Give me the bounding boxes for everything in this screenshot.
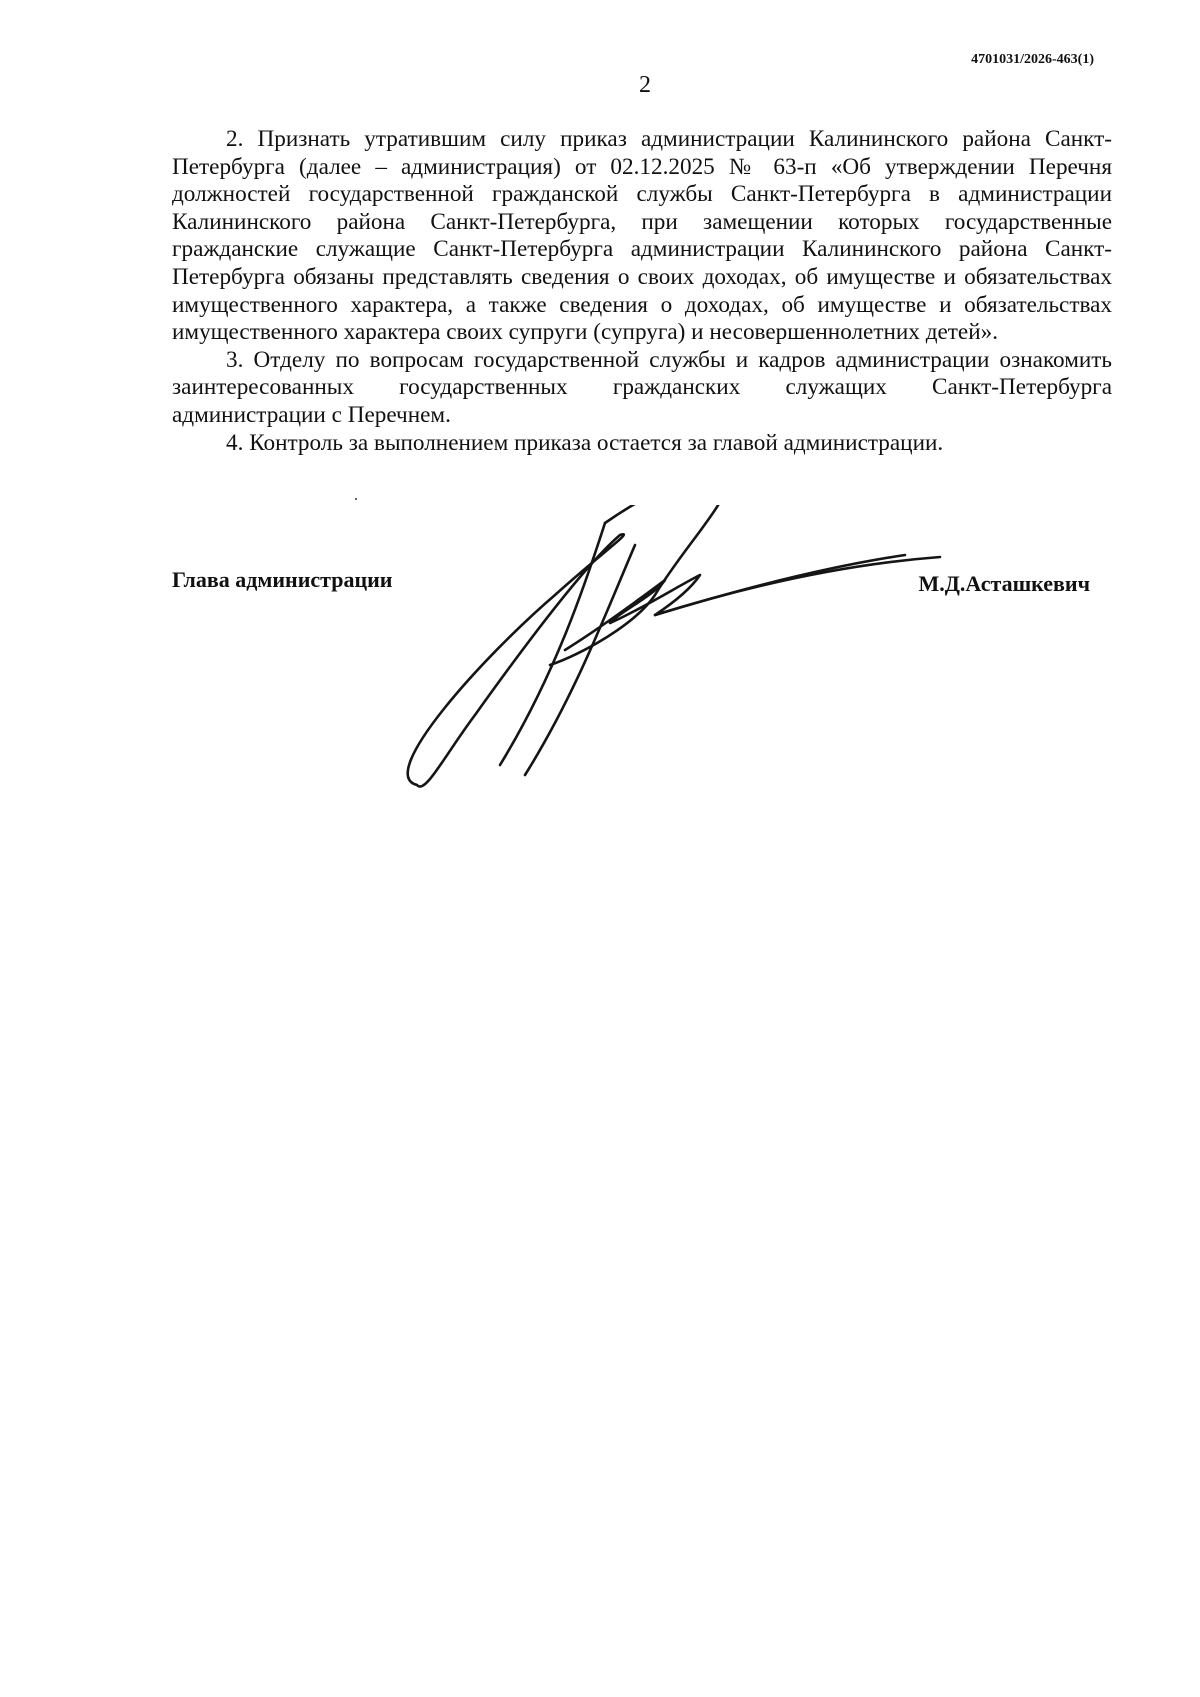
page-number: 2: [639, 72, 651, 98]
paragraph-2: 2. Признать утратившим силу приказ администрации Калининского района Санкт-Петербурга (далее – администрация) от 02.12.2025 № 63-п «Об утверждении Перечня должностей государственной гражданской службы Санкт-Петербурга в администрации Калининского района Санкт-Петербурга, при замещении которых государственные гражданские служащие Санкт-Петербурга администрации Калининского района Санкт-Петербурга обязаны представлять сведения о своих доходах, об имуществе и обязательствах имущественного характера, а также сведения о доходах, об имуществе и обязательствах имущественного характера своих супруги (супруга) и несовершеннолетних детей».: [172, 126, 1112, 346]
paragraph-4: 4. Контроль за выполнением приказа остается за главой администрации.: [226, 429, 944, 456]
handwritten-signature: [405, 505, 1005, 805]
signature-stroke-second: [525, 545, 635, 775]
document-body: [172, 126, 1112, 457]
signatory-name: М.Д.Асташкевич: [918, 571, 1090, 596]
signature-tail: [655, 557, 940, 615]
document-code: 4701031/2026-463(1): [971, 52, 1094, 67]
signature-loop: [408, 534, 624, 786]
paragraph-3: 3. Отделу по вопросам государственной службы и кадров администрации ознакомить заинтересованных государственных гражданских служащих Санкт-Петербурга администрации с Перечнем.: [172, 346, 1112, 428]
scan-speck: [355, 498, 357, 500]
signature-zigzag: [565, 555, 905, 650]
signature-flourish: [550, 505, 726, 665]
signatory-title: Глава администрации: [172, 567, 393, 592]
